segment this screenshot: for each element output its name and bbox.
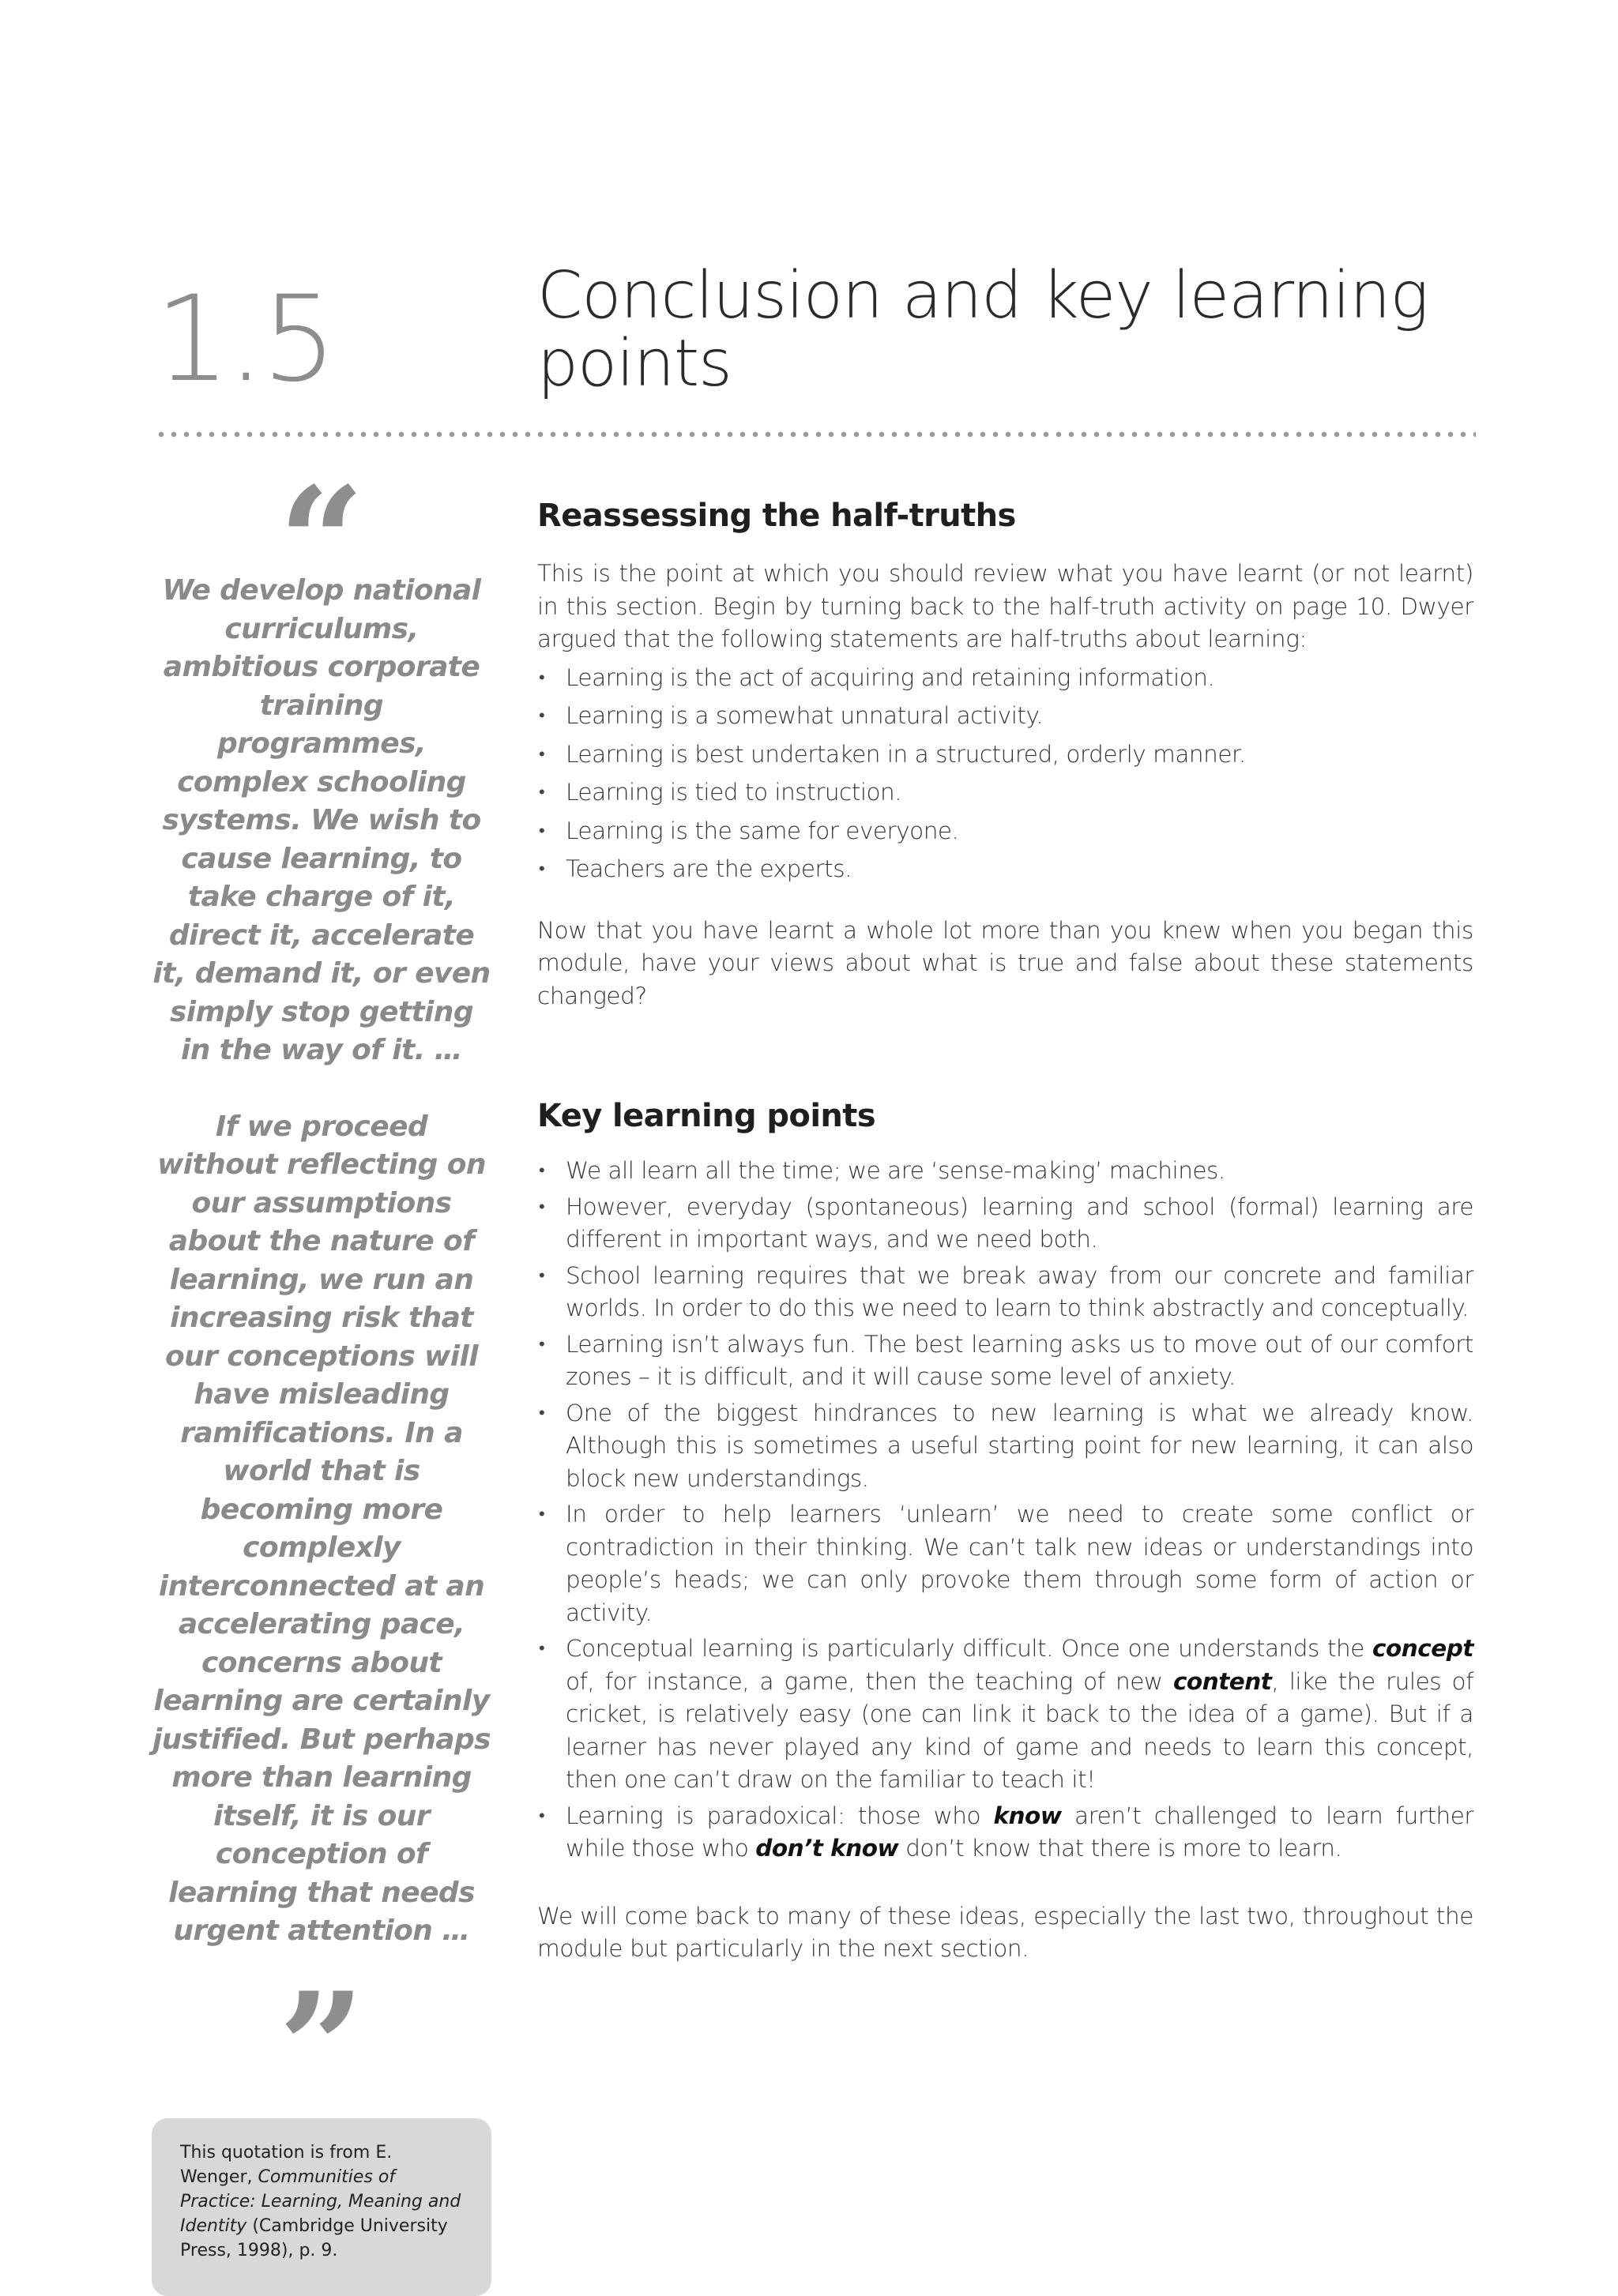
quotation-source-box (152, 2118, 491, 2296)
list-item: • Teachers are the experts. (537, 853, 1473, 886)
quote-paragraph-2: If we proceed without reflecting on our assumptions about the nature of learning, we run an increasing risk that our conceptions will have misleading ramifications. In a world that is becoming more complexly interconnected at an accelerating pace, concerns about learning are certainly justified. But perhaps more than learning itself, it is our conception of learning that needs urgent attention … (152, 1110, 491, 1947)
source-book-title: Communities of Practice: Learning, Meaning and Identity (180, 2166, 461, 2236)
text-fragment: of, for instance, a game, then the teaching of new (566, 1667, 1173, 1695)
key-points-list (537, 1155, 1473, 1866)
reassessing-heading: Reassessing the half-truths (537, 498, 1016, 534)
list-item: • School learning requires that we break away from our concrete and familiar worlds. In order to do this we need to learn to think abstractly and conceptually. (537, 1260, 1473, 1325)
emphasis-concept: concept (1372, 1635, 1473, 1662)
section-title: Conclusion and key learning points (537, 258, 1428, 401)
quote-sidebar (152, 483, 491, 2296)
list-item: • Learning is the act of acquiring and retaining information. (537, 662, 1473, 695)
text-fragment: aren’t challenged to learn further while those who (566, 1802, 1473, 1862)
list-item: • However, everyday (spontaneous) learning and school (formal) learning are different in important ways, and we need both. (537, 1191, 1473, 1257)
quote-paragraph-1: We develop national curriculums, ambitious corporate training programmes, complex schooling systems. We wish to cause learning, to take charge of it, direct it, accelerate it, demand it, or even simply stop getting in the way of it. … (152, 574, 491, 1066)
list-item: • We all learn all the time; we are ‘sense-making’ machines. (537, 1155, 1473, 1188)
list-item: • Learning is best undertaken in a structured, orderly manner. (537, 738, 1473, 772)
emphasis-dont-know: don’t know (755, 1835, 899, 1862)
open-quote-mark: “ (278, 483, 365, 572)
closing-paragraph: We will come back to many of these ideas, especially the last two, throughout the module but particularly in the next section. (537, 1902, 1473, 1962)
list-item: • In order to help learners ‘unlearn’ we need to create some conflict or contradiction in their thinking. We can’t talk new ideas or understandings into people’s heads; we can only provoke them through some form of action or activity. (537, 1498, 1473, 1629)
section-number: 1.5 (155, 271, 334, 408)
reassessing-followup: Now that you have learnt a whole lot more than you knew when you began this module, have your views about what is true and false about these statements changed? (537, 916, 1473, 1009)
key-points-heading: Key learning points (537, 1098, 876, 1134)
list-item: • One of the biggest hindrances to new learning is what we already know. Although this is sometimes a useful starting point for new learning, it can also block new understandings. (537, 1397, 1473, 1496)
half-truth-list (537, 662, 1473, 886)
text-fragment: don’t know that there is more to learn. (898, 1835, 1342, 1862)
text-fragment: Conceptual learning is particularly difficult. Once one understands the (566, 1635, 1373, 1662)
reassessing-intro: This is the point at which you should review what you have learnt (or not learnt) in this section. Begin by turning back to the half-truth activity on page 10. Dwyer argued that the following statements are half-truths about learning: (537, 560, 1473, 652)
close-quote-mark: ” (278, 1988, 365, 2077)
text-fragment: Learning is paradoxical: those who (566, 1802, 994, 1829)
emphasis-know: know (993, 1802, 1062, 1829)
text-fragment: , like the rules of cricket, is relatively easy (one can link it back to the idea of a game). But if a learner has never played any kind of game and needs to learn this concept, then one can’t draw on the familiar to teach it! (566, 1667, 1473, 1793)
source-prefix: This quotation is from E. Wenger, (180, 2142, 393, 2187)
list-item: • Learning is tied to instruction. (537, 776, 1473, 810)
source-suffix: (Cambridge University Press, 1998), p. 9. (180, 2215, 448, 2260)
list-item: • Learning is the same for everyone. (537, 815, 1473, 848)
emphasis-content: content (1172, 1667, 1272, 1695)
list-item: • Learning isn’t always fun. The best learning asks us to move out of our comfort zones – it is difficult, and it will cause some level of anxiety. (537, 1328, 1473, 1394)
list-item-paradox (537, 1800, 1473, 1866)
main-content (537, 494, 1473, 1966)
dotted-divider (155, 431, 1476, 438)
list-item-conceptual (537, 1633, 1473, 1797)
list-item: • Learning is a somewhat unnatural activity. (537, 700, 1473, 733)
